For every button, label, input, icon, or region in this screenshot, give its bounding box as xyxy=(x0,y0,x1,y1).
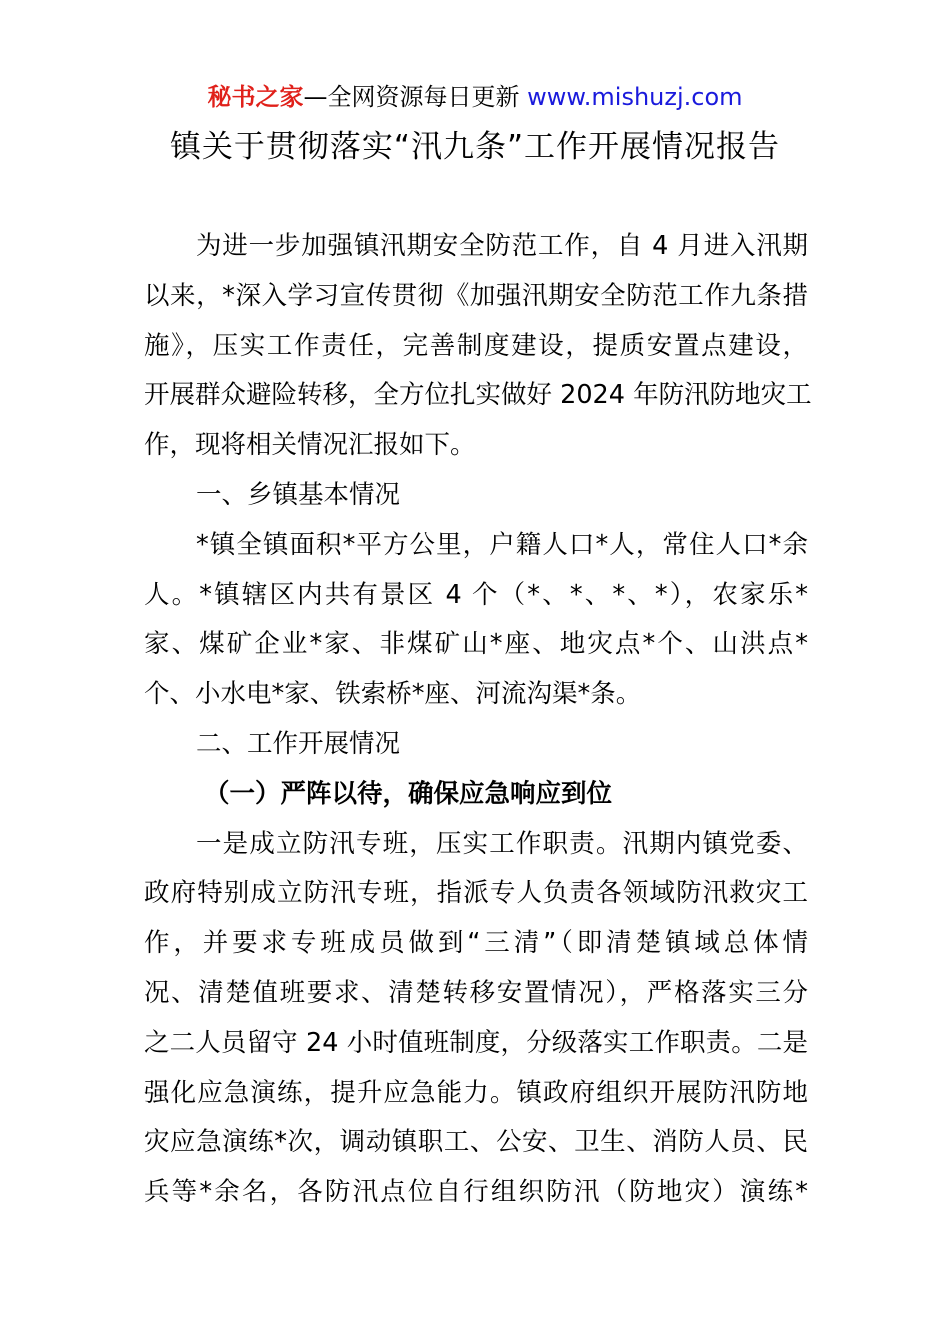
paragraph-line: 兵等*余名，各防汛点位自行组织防汛（防地灾）演练* xyxy=(144,1177,808,1208)
paragraph-line: 灾应急演练*次，调动镇职工、公安、卫生、消防人员、民 xyxy=(144,1127,808,1158)
subsection-heading-1: （一）严阵以待，确保应急响应到位 xyxy=(204,778,613,809)
banner-slogan: —全网资源每日更新 xyxy=(303,83,528,111)
paragraph-line: 人。*镇辖区内共有景区 4 个（*、*、*、*），农家乐* xyxy=(144,579,808,610)
banner-brand: 秘书之家 xyxy=(207,83,304,111)
banner-url-link[interactable]: www.mishuzj.com xyxy=(527,83,743,111)
section-heading-1: 一、乡镇基本情况 xyxy=(196,479,401,510)
paragraph-line: 之二人员留守 24 小时值班制度，分级落实工作职责。二是 xyxy=(144,1027,808,1058)
paragraph-line: 作，现将相关情况汇报如下。 xyxy=(144,430,476,461)
paragraph-line: 况、清楚值班要求、清楚转移安置情况），严格落实三分 xyxy=(144,977,808,1008)
paragraph-line: 个、小水电*家、铁索桥*座、河流沟渠*条。 xyxy=(144,679,642,710)
site-banner xyxy=(0,80,950,114)
section-heading-2: 二、工作开展情况 xyxy=(196,728,401,759)
paragraph-line: 施》，压实工作责任，完善制度建设，提质安置点建设， xyxy=(144,330,808,361)
paragraph-line: 家、煤矿企业*家、非煤矿山*座、地灾点*个、山洪点* xyxy=(144,629,808,660)
paragraph-line: 为进一步加强镇汛期安全防范工作，自 4 月进入汛期 xyxy=(196,231,808,261)
paragraph-line: *镇全镇面积*平方公里，户籍人口*人，常住人口*余 xyxy=(196,529,808,560)
paragraph-line: 以来，*深入学习宣传贯彻《加强汛期安全防范工作九条措 xyxy=(144,280,808,311)
document-title: 镇关于贯彻落实“汛九条”工作开展情况报告 xyxy=(169,129,781,165)
paragraph-line: 强化应急演练，提升应急能力。镇政府组织开展防汛防地 xyxy=(144,1077,808,1108)
paragraph-line: 政府特别成立防汛专班，指派专人负责各领域防汛救灾工 xyxy=(144,878,808,909)
paragraph-line: 作，并要求专班成员做到“三清”（即清楚镇域总体情 xyxy=(144,928,808,959)
paragraph-line: 一是成立防汛专班，压实工作职责。汛期内镇党委、 xyxy=(196,828,808,859)
paragraph-line: 开展群众避险转移，全方位扎实做好 2024 年防汛防地灾工 xyxy=(144,380,812,411)
document-body xyxy=(144,222,812,1218)
